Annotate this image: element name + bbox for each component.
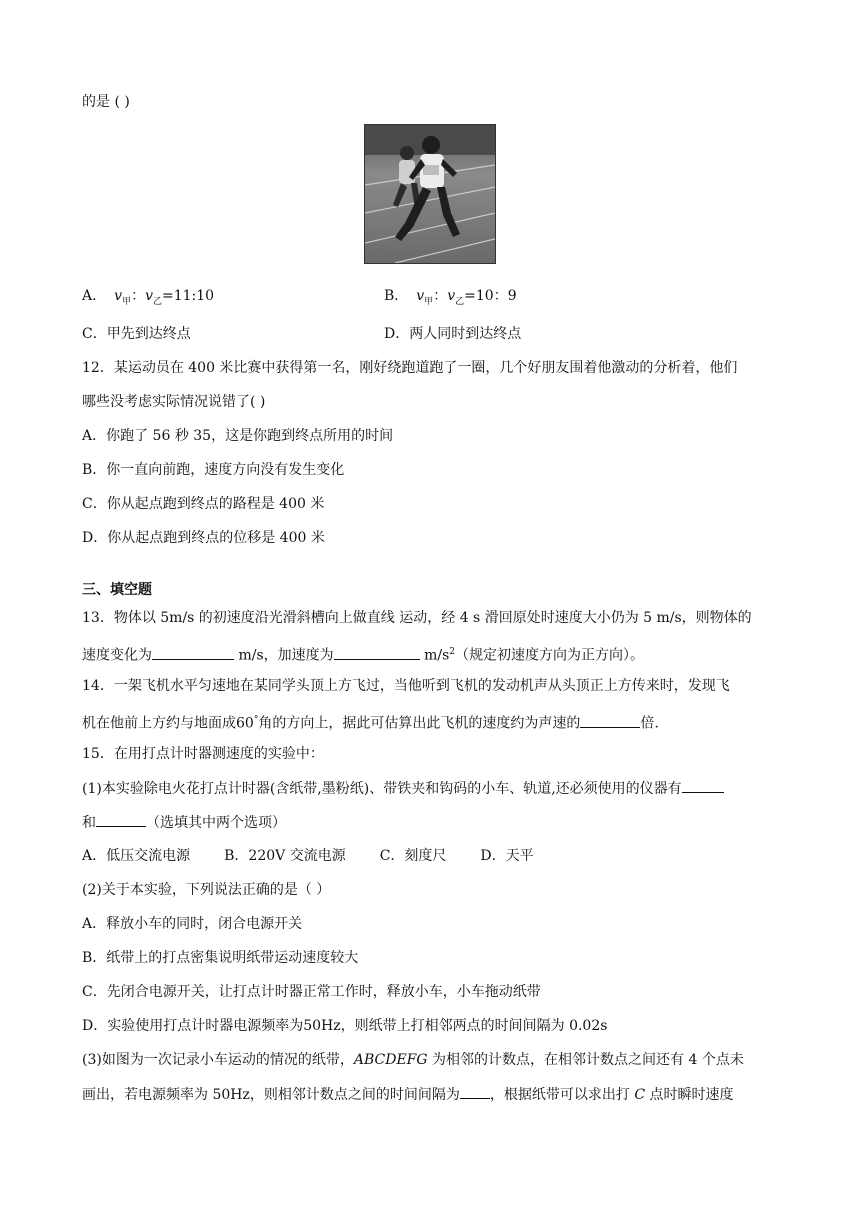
q15-part1-option-c: C．刻度尺 xyxy=(379,848,447,864)
q11-option-a xyxy=(82,286,214,312)
q15-part2-stem: (2)关于本实验，下列说法正确的是（ ） xyxy=(82,882,331,898)
runners-photo-graphic xyxy=(365,125,495,263)
q12-stem-line2: 哪些没考虑实际情况说错了( ) xyxy=(82,394,266,410)
q13-text-b: m/s，加速度为 xyxy=(234,647,334,664)
q15-part1-line1 xyxy=(82,778,724,799)
q12-option-a: A．你跑了 56 秒 35，这是你跑到终点所用的时间 xyxy=(82,428,394,444)
ratio-colon: ： xyxy=(131,288,146,304)
q12-stem-line1: 12．某运动员在 400 米比赛中获得第一名，刚好绕跑道跑了一圈，几个好朋友围着他激动的分析着，他们 xyxy=(82,360,738,376)
q11-option-b-ratio: =10：9 xyxy=(464,288,517,304)
q15-part2-option-b: B．纸带上的打点密集说明纸带运动速度较大 xyxy=(82,950,359,966)
q15-part1-blank-2[interactable] xyxy=(96,812,146,827)
subscript-yi: 乙 xyxy=(152,296,162,307)
q13-stem-line1: 13．物体以 5m/s 的初速度沿光滑斜槽向上做直线 运动，经 4 s 滑回原处时速度大小仍为 5 m/s，则物体的 xyxy=(82,610,752,626)
q14-text-c: 倍. xyxy=(640,715,659,732)
q11-option-b xyxy=(384,286,517,312)
q12-option-b: B．你一直向前跑，速度方向没有发生变化 xyxy=(82,462,345,478)
v-symbol: v xyxy=(447,288,456,304)
subscript-jia: 甲 xyxy=(122,296,132,307)
q12-option-c: C．你从起点跑到终点的路程是 400 米 xyxy=(82,496,325,512)
q13-text-a: 速度变化为 xyxy=(82,647,152,664)
q15-part1-option-d: D．天平 xyxy=(480,848,534,864)
q11-option-a-ratio: =11:10 xyxy=(162,288,215,304)
degree-symbol: ° xyxy=(253,715,259,725)
q15-part3-line1 xyxy=(82,1050,744,1070)
q15-part2-option-a: A．释放小车的同时，闭合电源开关 xyxy=(82,916,303,932)
section-heading: 三、填空题 xyxy=(82,582,152,598)
v-symbol: v xyxy=(114,288,123,304)
q11-option-c: C．甲先到达终点 xyxy=(82,326,191,342)
q15-part3-text-d: ，根据纸带可以求出打 xyxy=(489,1087,635,1103)
q15-part2-option-d: D．实验使用打点计时器电源频率为50Hz，则纸带上打相邻两点的时间间隔为 0.02s xyxy=(82,1018,608,1034)
q15-part3-text-a: (3)如图为一次记录小车运动的情况的纸带， xyxy=(82,1052,354,1068)
q11-tail: 的是 ( ) xyxy=(82,94,130,110)
subscript-yi: 乙 xyxy=(455,296,465,307)
q14-stem-line2 xyxy=(82,710,659,734)
q15-part2-option-c: C．先闭合电源开关，让打点计时器正常工作时，释放小车，小车拖动纸带 xyxy=(82,984,541,1000)
q15-part3-blank[interactable] xyxy=(460,1084,490,1099)
q13-blank-acceleration[interactable] xyxy=(334,645,420,660)
q15-part1-and: 和 xyxy=(82,815,96,831)
q15-part1-options xyxy=(82,846,534,866)
q14-stem-line1: 14．一架飞机水平匀速地在某同学头顶上方飞过，当他听到飞机的发动机声从头顶正上方传来时，发现飞 xyxy=(82,678,730,694)
q11-option-b-prefix: B． xyxy=(384,288,409,304)
v-symbol: v xyxy=(145,288,153,304)
q15-part1-blank-1[interactable] xyxy=(682,778,724,793)
q13-text-d: （规定初速度方向为正方向）。 xyxy=(455,647,645,664)
q15-part3-line2 xyxy=(82,1084,733,1105)
v-symbol: v xyxy=(416,288,425,304)
ratio-colon: ： xyxy=(433,288,448,304)
q15-part1-option-a: A．低压交流电源 xyxy=(82,848,191,864)
q15-part1-option-b: B．220V 交流电源 xyxy=(224,848,346,864)
subscript-jia: 甲 xyxy=(424,296,434,307)
q11-option-d: D．两人同时到达终点 xyxy=(384,326,522,342)
q15-part1-note: （选填其中两个选项） xyxy=(146,815,286,831)
q15-part3-point-c: C xyxy=(634,1087,646,1103)
runners-photo xyxy=(364,124,496,264)
q14-blank[interactable] xyxy=(580,713,640,728)
q15-part1-text: (1)本实验除电火花打点计时器(含纸带,墨粉纸)、带铁夹和钩码的小车、轨道,还必须使用的仪器有 xyxy=(82,781,682,797)
q13-superscript: 2 xyxy=(449,647,456,657)
q15-stem: 15．在用打点计时器测速度的实验中： xyxy=(82,746,324,762)
q14-text-b: 角的方向上，据此可估算出此飞机的速度约为声速的 xyxy=(258,715,581,732)
q15-part3-text-c: 画出，若电源频率为 50Hz，则相邻计数点之间的时间间隔为 xyxy=(82,1087,460,1103)
q14-text-a: 机在他前上方约与地面成60 xyxy=(82,715,254,732)
q15-part3-text-b: 为相邻的计数点，在相邻计数点之间还有 4 个点未 xyxy=(427,1052,744,1068)
q13-stem-line2 xyxy=(82,642,644,666)
q15-part3-text-e: 点时瞬时速度 xyxy=(645,1087,734,1103)
q12-option-d: D．你从起点跑到终点的位移是 400 米 xyxy=(82,530,325,546)
q15-part3-letters: ABCDEFG xyxy=(353,1052,428,1068)
q11-option-a-prefix: A． xyxy=(82,288,107,304)
q15-part1-line2 xyxy=(82,812,286,833)
q13-blank-velocity-change[interactable] xyxy=(152,645,234,660)
q13-text-c: m/s xyxy=(419,647,450,664)
